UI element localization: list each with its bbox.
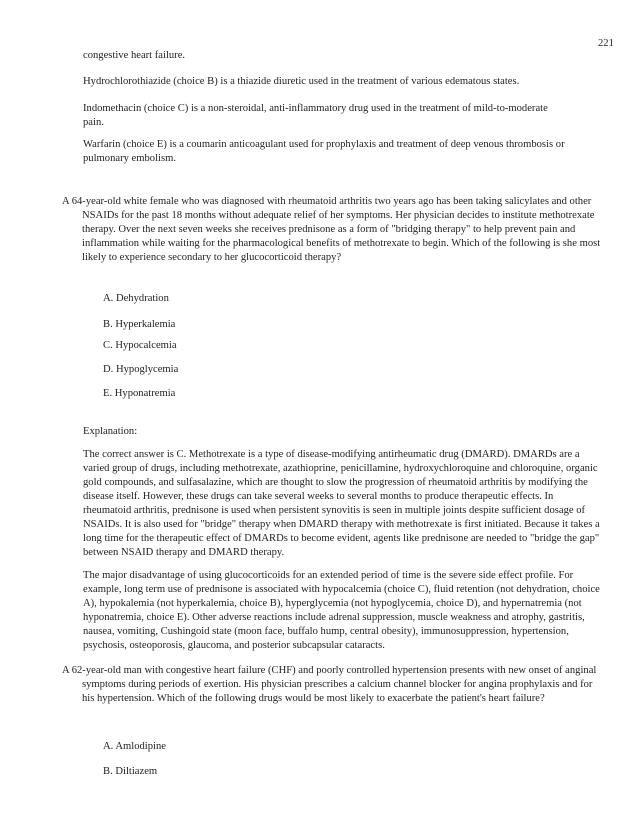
answer-option-e[interactable]: E. Hyponatremia <box>103 388 176 399</box>
answer-option-b[interactable]: B. Hyperkalemia <box>103 319 176 330</box>
answer-option-a[interactable]: A. Amlodipine <box>103 741 166 752</box>
answer-option-d[interactable]: D. Hypoglycemia <box>103 364 179 375</box>
explanation-warfarin: Warfarin (choice E) is a coumarin anticoagulant used for prophylaxis and treatment of deep venous thrombosis or pulmonary embolism. <box>83 139 565 164</box>
answer-option-a[interactable]: A. Dehydration <box>103 293 169 304</box>
explanation-paragraph: The correct answer is C. Methotrexate is a type of disease-modifying antirheumatic drug (DMARD). DMARDs are a varied group of drugs, including methotrexate, azathioprine, penicillamine, hydroxychloroquine and chloroquine, organic gold compounds, and sulfasalazine, which are thought to slow the progression of rheumatoid arthritis by modifying the disease itself. However, these drugs can take several weeks to several months to produce therapeutic effects. In rheumatoid arthritis, prednisone is used when persistent synovitis is seen in multiple joints despite sufficient dosage of NSAIDs. It is also used for "bridge" therapy when DMARD therapy with methotrexate is first initiated. Because it takes a long time for the therapeutic effect of DMARDs to become evident, agents like prednisone are needed to "bridge the gap" between NSAID therapy and DMARD therapy. <box>83 449 600 558</box>
explanation-paragraph: The major disadvantage of using glucocorticoids for an extended period of time is the severe side effect profile. For example, long term use of prednisone is associated with hypocalcemia (choice C), fluid retention (not dehydration, choice A), hypokalemia (not hyperkalemia, choice B), hyperglycemia (not hypoglycemia, choice D), and hypernatremia (not hyponatremia, choice E). Other adverse reactions include adrenal suppression, muscle weakness and atrophy, gastritis, nausea, vomiting, Cushingoid state (moon face, buffalo hump, central obesity), immunosuppression, hypertension, psychosis, osteoporosis, glaucoma, and posterior subcapsular cataracts. <box>83 570 600 651</box>
explanation-label: Explanation: <box>83 426 138 437</box>
question-stem: A 64-year-old white female who was diagnosed with rheumatoid arthritis two years ago has been taking salicylates and other NSAIDs for the past 18 months without adequate relief of her symptoms. Her physician decides to institute methotrexate therapy. Over the next seven weeks she receives prednisone as a form of "bridging therapy" to help prevent pain and inflammation while waiting for the pharmacological benefits of methotrexate to begin. Which of the following is she most likely to experience secondary to her glucocorticoid therapy? <box>62 196 601 263</box>
explanation-indomethacin: Indomethacin (choice C) is a non-steroidal, anti-inflammatory drug used in the treatment of mild-to-moderate pain. <box>83 103 548 128</box>
answer-option-c[interactable]: C. Hypocalcemia <box>103 340 177 351</box>
answer-option-b[interactable]: B. Diltiazem <box>103 766 158 777</box>
page-number: 221 <box>598 38 614 49</box>
question-stem: A 62-year-old man with congestive heart failure (CHF) and poorly controlled hypertension presents with new onset of anginal symptoms during periods of exertion. His physician prescribes a calcium channel blocker for angina prophylaxis and for his hypertension. Which of the following drugs would be most likely to exacerbate the patient's heart failure? <box>62 665 597 704</box>
continuation-text: congestive heart failure. <box>83 50 186 61</box>
explanation-hydrochlorothiazide: Hydrochlorothiazide (choice B) is a thiazide diuretic used in the treatment of various edematous states. <box>83 76 520 87</box>
